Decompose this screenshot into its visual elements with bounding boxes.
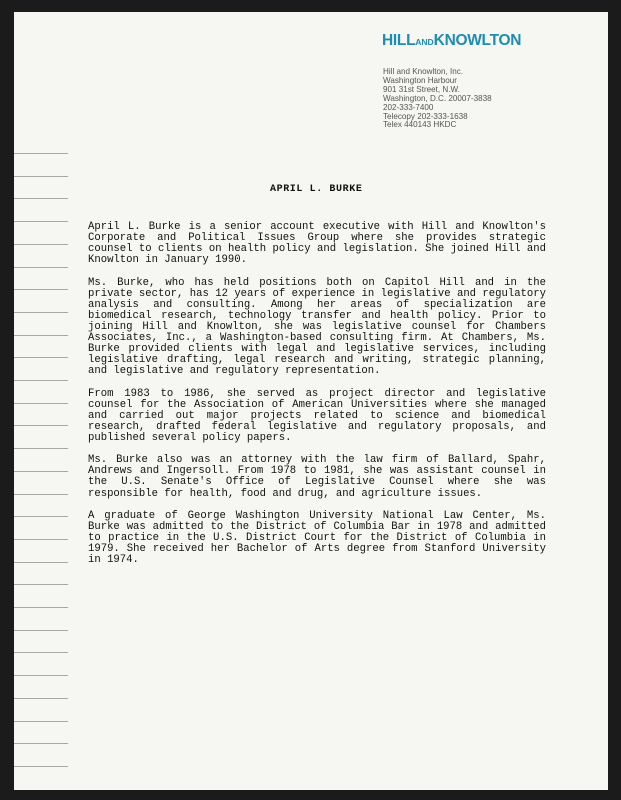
paragraph: April L. Burke is a senior account executive with Hill and Knowlton's Corporate and Political Issues Group where she provides strategic counsel to clients on health policy and legislation. She joined Hill and Knowlton in January 1990. [88, 221, 546, 267]
margin-rule-line [14, 675, 68, 676]
biography-body [88, 222, 546, 577]
margin-rule-line [14, 721, 68, 722]
margin-rule-line [14, 198, 68, 199]
document-title: APRIL L. BURKE [270, 184, 363, 195]
address-line: Washington, D.C. 20007-3838 [383, 93, 492, 103]
paragraph: A graduate of George Washington University National Law Center, Ms. Burke was admitted to the District of Columbia Bar in 1978 and admitted to practice in the U.S. District Court for the District of Columbia in 1979. She received her Bachelor of Arts degree from Stanford University in 1974. [88, 509, 546, 567]
telecopy-line: Telecopy 202-333-1638 [383, 111, 468, 121]
margin-rule-line [14, 380, 68, 381]
company-address [383, 68, 492, 130]
margin-rule-line [14, 743, 68, 744]
margin-rule-line [14, 698, 68, 699]
logo-word-knowlton: KNOWLTON [433, 32, 522, 49]
paragraph: Ms. Burke, who has held positions both on Capitol Hill and in the private sector, has 12 years of experience in legislative and regulatory analysis and consulting. Among her areas of specialization are biomedical research, technology transfer and health policy. Prior to joining Hill and Knowlton, she was legislative counsel for Chambers Associates, Inc., a Washington-based consulting firm. At Chambers, Ms. Burke provided clients with legal and legislative services, including legislative drafting, legal research and writing, strategic planning, and legislative and regulatory representation. [88, 276, 546, 378]
margin-rule-line [14, 153, 68, 154]
margin-rule-line [14, 607, 68, 608]
margin-rule-line [14, 244, 68, 245]
margin-rule-line [14, 539, 68, 540]
phone-line: 202-333-7400 [383, 102, 434, 112]
margin-rule-line [14, 652, 68, 653]
logo-word-and: AND [415, 37, 434, 47]
margin-rule-line [14, 494, 68, 495]
margin-rule-line [14, 516, 68, 517]
logo-word-hill: HILL [382, 32, 416, 49]
margin-rule-line [14, 562, 68, 563]
margin-rule-line [14, 584, 68, 585]
margin-rule-line [14, 471, 68, 472]
margin-rule-line [14, 289, 68, 290]
paragraph: Ms. Burke also was an attorney with the law firm of Ballard, Spahr, Andrews and Ingersoll. From 1978 to 1981, she was assistant counsel in the U.S. Senate's Office of Legislative Counsel where she was responsible for health, food and drug, and agriculture issues. [88, 454, 546, 500]
telex-line: Telex 440143 HKDC [383, 120, 457, 130]
address-line: 901 31st Street, N.W. [383, 84, 460, 94]
address-line: Washington Harbour [383, 75, 457, 85]
margin-rule-line [14, 221, 68, 222]
margin-rule-line [14, 403, 68, 404]
margin-rule-line [14, 176, 68, 177]
address-line: Hill and Knowlton, Inc. [383, 67, 464, 76]
margin-rule-line [14, 335, 68, 336]
margin-rule-line [14, 312, 68, 313]
margin-rule-line [14, 267, 68, 268]
document-page [14, 12, 608, 790]
margin-rule-line [14, 425, 68, 426]
margin-rule-line [14, 630, 68, 631]
margin-rule-line [14, 448, 68, 449]
paragraph: From 1983 to 1986, she served as project director and legislative counsel for the Association of American Universities where she managed and carried out major projects related to science and biomedical research, drafted federal legislative and regulatory proposals, and published several policy papers. [88, 387, 546, 444]
margin-rule-line [14, 766, 68, 767]
company-logo [382, 32, 521, 50]
margin-rule-line [14, 357, 68, 358]
